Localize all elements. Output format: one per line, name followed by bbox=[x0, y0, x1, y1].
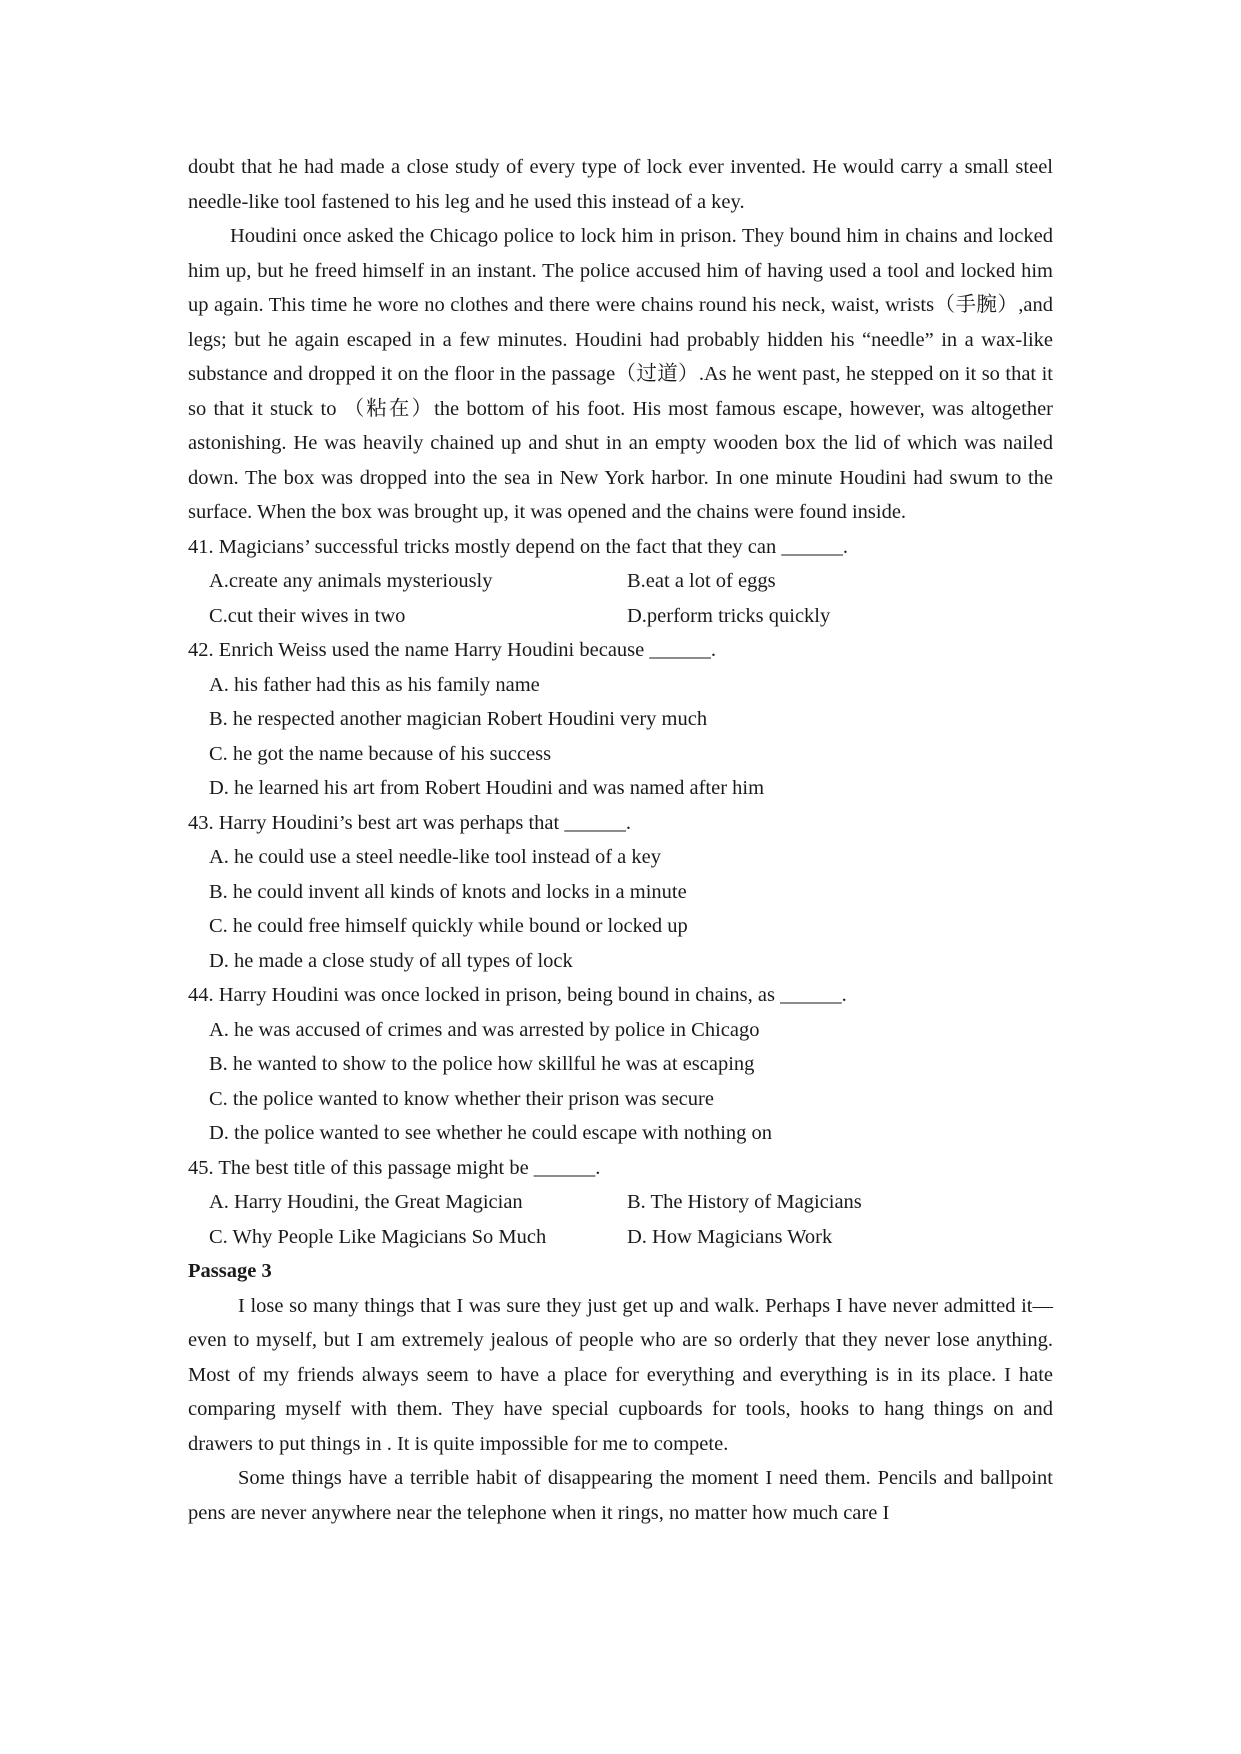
option-b: B.eat a lot of eggs bbox=[627, 570, 776, 592]
option-d: D. he learned his art from Robert Houdini and was named after him bbox=[209, 777, 765, 799]
option-a: A. his father had this as his family name bbox=[209, 673, 540, 696]
option-c: C. the police wanted to know whether their prison was secure bbox=[209, 1087, 714, 1110]
option-b: B. he respected another magician Robert Houdini very much bbox=[209, 708, 708, 730]
option-d: D. he made a close study of all types of lock bbox=[209, 949, 573, 972]
passage2-paragraph: doubt that he had made a close study of every type of lock ever invented. He would carry a small steel needle-like tool fastened to his leg and he used this instead of a key. bbox=[188, 156, 1053, 213]
question-stem: 41. Magicians’ successful tricks mostly depend on the fact that they can ______. bbox=[188, 535, 849, 558]
option-c: C.cut their wives in two bbox=[209, 604, 406, 627]
option-d: D. How Magicians Work bbox=[627, 1225, 833, 1248]
question-stem: 44. Harry Houdini was once locked in prison, being bound in chains, as ______. bbox=[188, 984, 847, 1006]
passage2-paragraph: Houdini once asked the Chicago police to lock him in prison. They bound him in chains and locked him up, but he freed himself in an instant. The police accused him of having used a tool and locked him up again. This time he wore no clothes and there were chains round his neck, waist, wrists（手腕）,and legs; but he again escaped in a few minutes. Houdini had probably hidden his “needle” in a wax-like substance and dropped it on the floor in the passage（过道）.As he went past, he stepped on it so that it so that it stuck to （粘在）the bottom of his foot. His most famous escape, however, was altogether astonishing. He was heavily chained up and shut in an empty wooden box the lid of which was nailed down. The box was dropped into the sea in New York harbor. In one minute Houdini had swum to the surface. When the box was brought up, it was opened and the chains were found inside. bbox=[188, 225, 1053, 523]
option-d: D. the police wanted to see whether he could escape with nothing on bbox=[209, 1122, 773, 1144]
option-b: B. he could invent all kinds of knots and locks in a minute bbox=[209, 880, 687, 903]
question-44 bbox=[188, 978, 1053, 1151]
option-d: D.perform tricks quickly bbox=[627, 604, 831, 627]
passage3-paragraph: I lose so many things that I was sure they just get up and walk. Perhaps I have never admitted it—even to myself, but I am extremely jealous of people who are so orderly that they never lose anything. Most of my friends always seem to have a place for everything and everything is in its place. I hate comparing myself with them. They have special cupboards for tools, hooks to hang things on and drawers to put things in . It is quite impossible for me to compete. bbox=[188, 1294, 1053, 1455]
option-b: B. The History of Magicians bbox=[627, 1191, 862, 1213]
question-42 bbox=[188, 633, 1053, 806]
question-43 bbox=[188, 806, 1053, 979]
document-page bbox=[188, 150, 1053, 1530]
question-stem: 43. Harry Houdini’s best art was perhaps that ______. bbox=[188, 811, 631, 834]
question-41 bbox=[188, 530, 1053, 634]
option-a: A. Harry Houdini, the Great Magician bbox=[209, 1191, 523, 1213]
question-stem: 45. The best title of this passage might be ______. bbox=[188, 1156, 601, 1179]
option-c: C. he got the name because of his success bbox=[209, 742, 552, 765]
option-b: B. he wanted to show to the police how skillful he was at escaping bbox=[209, 1053, 755, 1075]
option-c: C. he could free himself quickly while bound or locked up bbox=[209, 915, 688, 937]
passage3-paragraph: Some things have a terrible habit of disappearing the moment I need them. Pencils and ballpoint pens are never anywhere near the telephone when it rings, no matter how much care I bbox=[188, 1467, 1053, 1524]
option-list bbox=[188, 1185, 1053, 1254]
option-a: A. he could use a steel needle-like tool instead of a key bbox=[209, 846, 661, 868]
question-45 bbox=[188, 1151, 1053, 1255]
passage-title: Passage 3 bbox=[188, 1260, 272, 1282]
question-stem: 42. Enrich Weiss used the name Harry Houdini because ______. bbox=[188, 639, 716, 661]
option-a: A. he was accused of crimes and was arrested by police in Chicago bbox=[209, 1018, 760, 1041]
option-a: A.create any animals mysteriously bbox=[209, 570, 493, 592]
option-list bbox=[188, 564, 1053, 633]
option-c: C. Why People Like Magicians So Much bbox=[209, 1225, 547, 1248]
